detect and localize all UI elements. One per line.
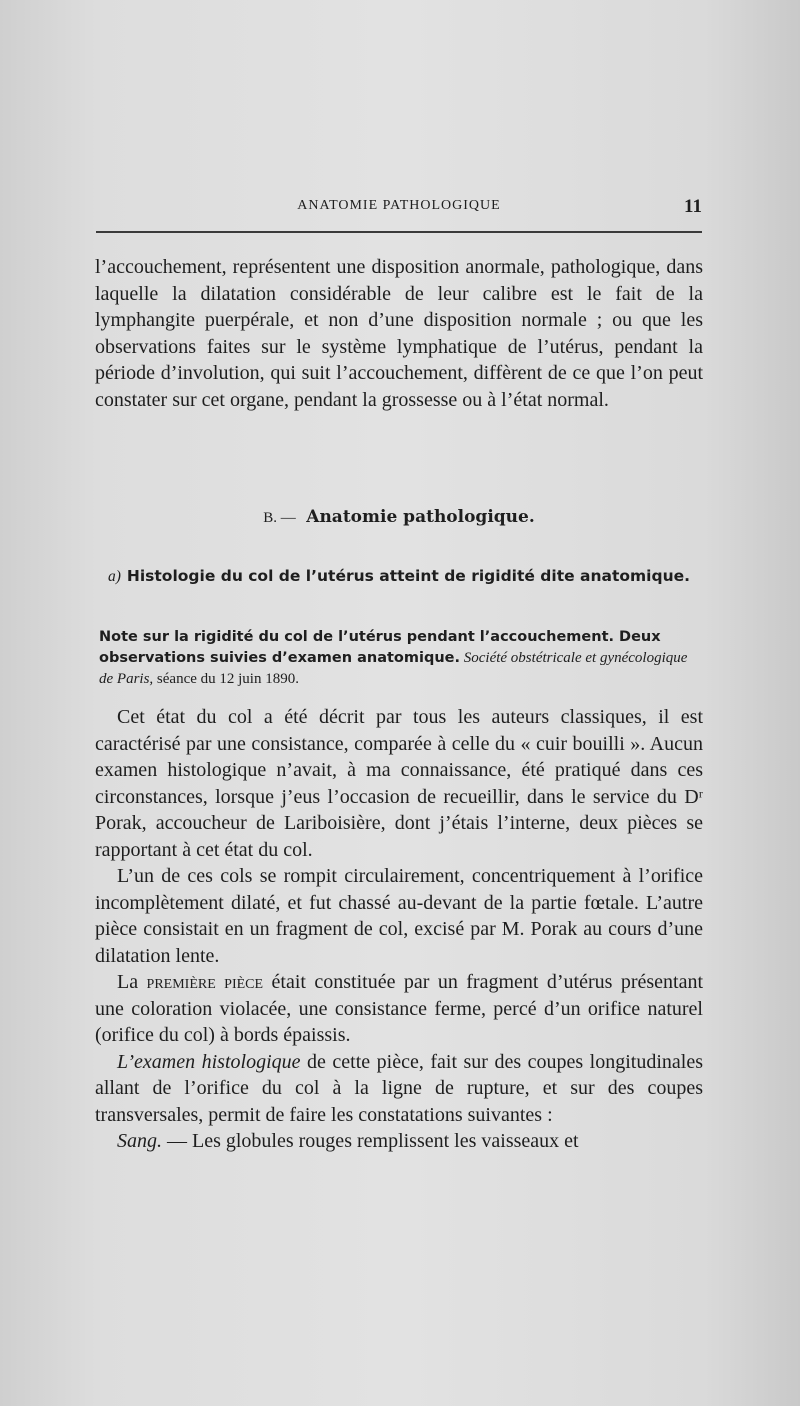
subsection-heading [96,565,702,588]
running-title: ANATOMIE PATHOLOGIQUE [297,198,501,213]
paragraph-4-italic: L’examen histologique [117,1050,301,1073]
paragraph-1: Cet état du col a été décrit par tous les auteurs classiques, il est caractérisé par une consistance, comparée à celle du « cuir bouilli ». Aucun examen histologique n’avait, à ma connaissance, été pratiqué dans ces circonstances, lorsque j’eus l’occasion de recueillir, dans le service du Dʳ Porak, accoucheur de Lariboisière, dont j’étais l’interne, deux pièces se rapportant à cet état du col. [95,706,703,861]
note-title: Note sur la rigidité du col de l’utérus pendant l’accouchement. Deux observations suivies d’examen anatomique. [99,629,661,666]
intro-paragraph: l’accouchement, représentent une disposition anormale, pathologique, dans laquelle la dilatation considérable de leur calibre est le fait de la lymphangite puerpérale, et non d’une disposition normale ; ou que les observations faites sur le système lymphatique de l’utérus, pendant la période d’involution, qui suit l’accouchement, diffèrent de ce que l’on peut constater sur cet organe, pendant la grossesse ou à l’état normal. [95,256,703,411]
body-text [95,704,703,1155]
paragraph-4 [95,1049,703,1129]
note-journal: Société obstétricale et gynécologique de Paris, [99,650,688,687]
header-rule [96,231,702,233]
paragraph-3-rest: était constituée par un fragment d’utérus présentant une coloration violacée, une consistance ferme, percé d’un orifice naturel (orifice du col) à bords épaissis. [95,971,704,1046]
page-number: 11 [684,196,702,217]
paragraph-2: L’un de ces cols se rompit circulairement, concentriquement à l’orifice incomplètement dilaté, et fut chassé au-devant de la partie fœtale. L’autre pièce consistait en un fragment de col, excisé par M. Porak au cours d’une dilatation lente. [95,865,703,967]
bibliographic-note [99,627,699,690]
paragraph-4-rest: de cette pièce, fait sur des coupes longitudinales allant de l’orifice du col à la ligne de rupture, et sur des coupes transversales, permit de faire les constatations suivantes : [95,1050,703,1126]
paragraph-3-lead: La [117,971,139,993]
paragraph-3 [95,969,703,1049]
paragraph-5-italic: Sang. [117,1130,162,1152]
section-heading [96,506,702,527]
section-title: Anatomie pathologique. [306,507,535,527]
paragraph-3-small-caps: première pièce [146,971,264,993]
section-letter: B. — [263,510,296,526]
subsection-title: Histologie du col de l’utérus atteint de rigidité dite anatomique. [126,567,691,585]
paragraph-5-rest: — Les globules rouges remplissent les vaisseaux et [167,1130,579,1152]
intro-block [95,254,703,413]
subsection-mark: a) [107,568,121,585]
note-date: séance du 12 juin 1890. [156,671,299,687]
paragraph-5 [95,1128,703,1155]
page-header [96,196,702,220]
